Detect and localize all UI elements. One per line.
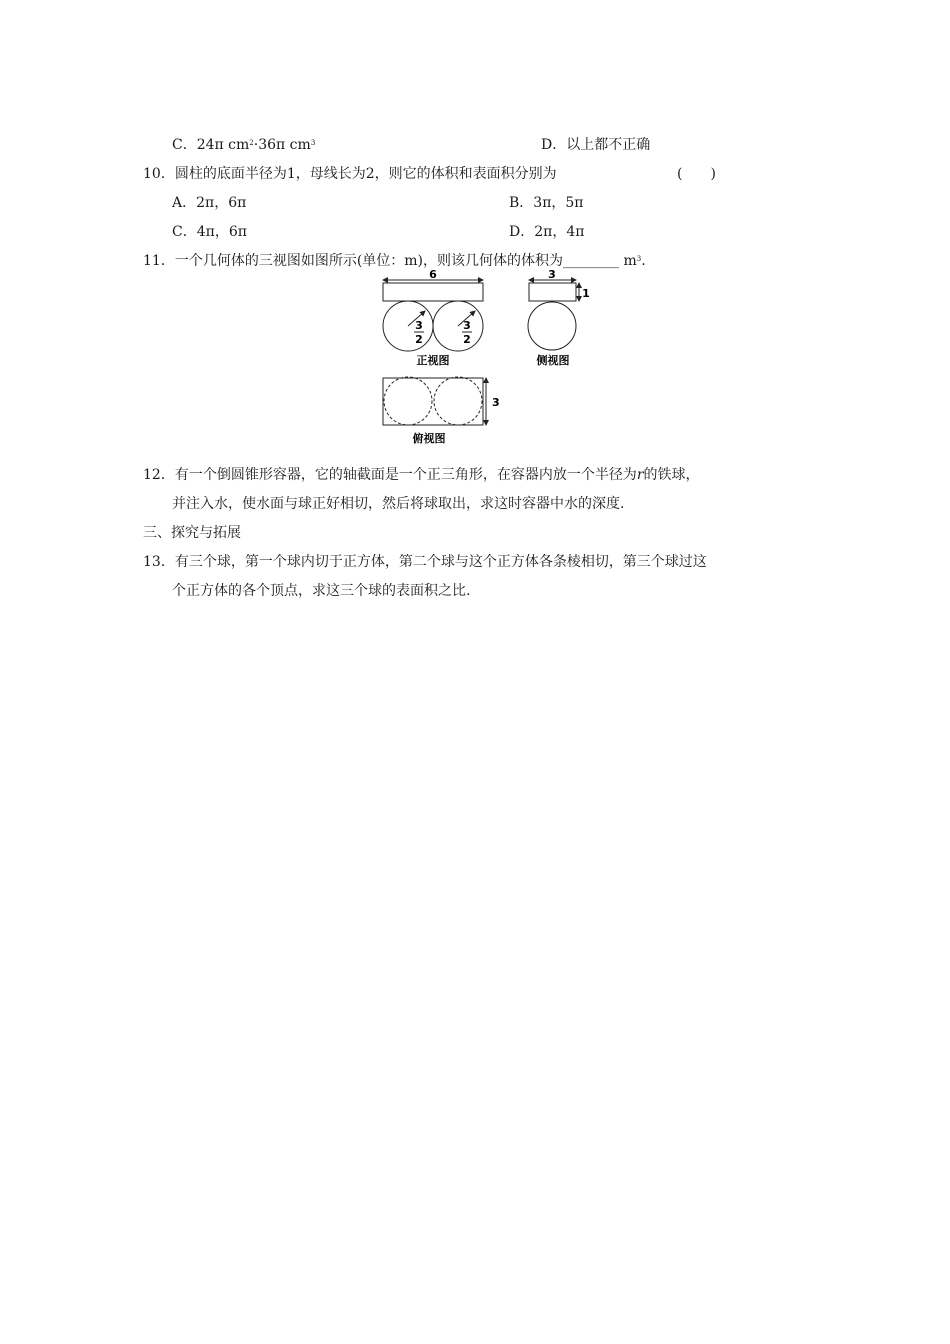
front-right-radius-den: 2 bbox=[463, 333, 471, 346]
section3-title: 三、探究与拓展 bbox=[143, 525, 241, 541]
top-view-label: 俯视图 bbox=[412, 432, 446, 445]
q10-answer-bracket: ( ) bbox=[677, 166, 716, 182]
q11-stem-text: 11．一个几何体的三视图如图所示(单位：m)，则该几何体的体积为________ m bbox=[143, 253, 637, 269]
q10-stem: 10．圆柱的底面半径为1，母线长为2，则它的体积和表面积分别为 bbox=[143, 166, 557, 182]
q9-option-c bbox=[172, 135, 315, 155]
front-width-label: 6 bbox=[429, 270, 437, 281]
q10-option-a: A．2π，6π bbox=[172, 195, 247, 211]
top-rect bbox=[383, 378, 483, 425]
side-view-label: 侧视图 bbox=[536, 354, 570, 367]
q12-line2: 并注入水，使水面与球正好相切，然后将球取出，求这时容器中水的深度. bbox=[172, 496, 625, 512]
q9-option-c-sup1: 2 bbox=[249, 139, 254, 147]
q9-option-c-text: C．24π cm bbox=[172, 137, 250, 153]
q12-line1 bbox=[143, 465, 700, 485]
top-right-dashed-circle bbox=[434, 377, 482, 425]
side-circle bbox=[528, 302, 576, 350]
side-height-label: 1 bbox=[582, 287, 590, 300]
q13-line1: 13．有三个球，第一个球内切于正方体，第二个球与这个正方体各条棱相切，第三个球过这 bbox=[143, 554, 707, 570]
q11-period: . bbox=[641, 253, 646, 269]
q9-option-d: D．以上都不正确 bbox=[541, 137, 651, 153]
q12-variable-r: r bbox=[636, 467, 644, 483]
side-width-label: 3 bbox=[548, 270, 556, 281]
q11-unit-sup: 3 bbox=[636, 255, 642, 263]
front-left-radius-num: 3 bbox=[415, 319, 423, 332]
front-view bbox=[383, 270, 483, 367]
q9-option-c-sup2: 3 bbox=[310, 139, 316, 147]
front-left-radius-den: 2 bbox=[415, 333, 423, 346]
q9-option-c-mid: ·36π cm bbox=[253, 137, 311, 153]
q13-line2: 个正方体的各个顶点，求这三个球的表面积之比. bbox=[172, 583, 471, 599]
q12-line1-end: 的铁球， bbox=[643, 467, 700, 483]
side-top-rect bbox=[529, 283, 576, 301]
q12-line1-text: 12．有一个倒圆锥形容器，它的轴截面是一个正三角形，在容器内放一个半径为 bbox=[143, 467, 637, 483]
top-view bbox=[383, 377, 500, 445]
front-right-radius-num: 3 bbox=[463, 319, 471, 332]
front-view-label: 正视图 bbox=[416, 354, 450, 367]
q10-option-d: D．2π，4π bbox=[509, 224, 585, 240]
q10-option-b: B．3π，5π bbox=[509, 195, 584, 211]
three-view-figure bbox=[370, 270, 590, 450]
top-height-label: 3 bbox=[492, 396, 500, 409]
q11-stem bbox=[143, 251, 646, 271]
side-view bbox=[528, 270, 590, 367]
front-top-rect bbox=[383, 283, 483, 301]
q10-option-c: C．4π，6π bbox=[172, 224, 247, 240]
top-left-dashed-circle bbox=[384, 377, 432, 425]
